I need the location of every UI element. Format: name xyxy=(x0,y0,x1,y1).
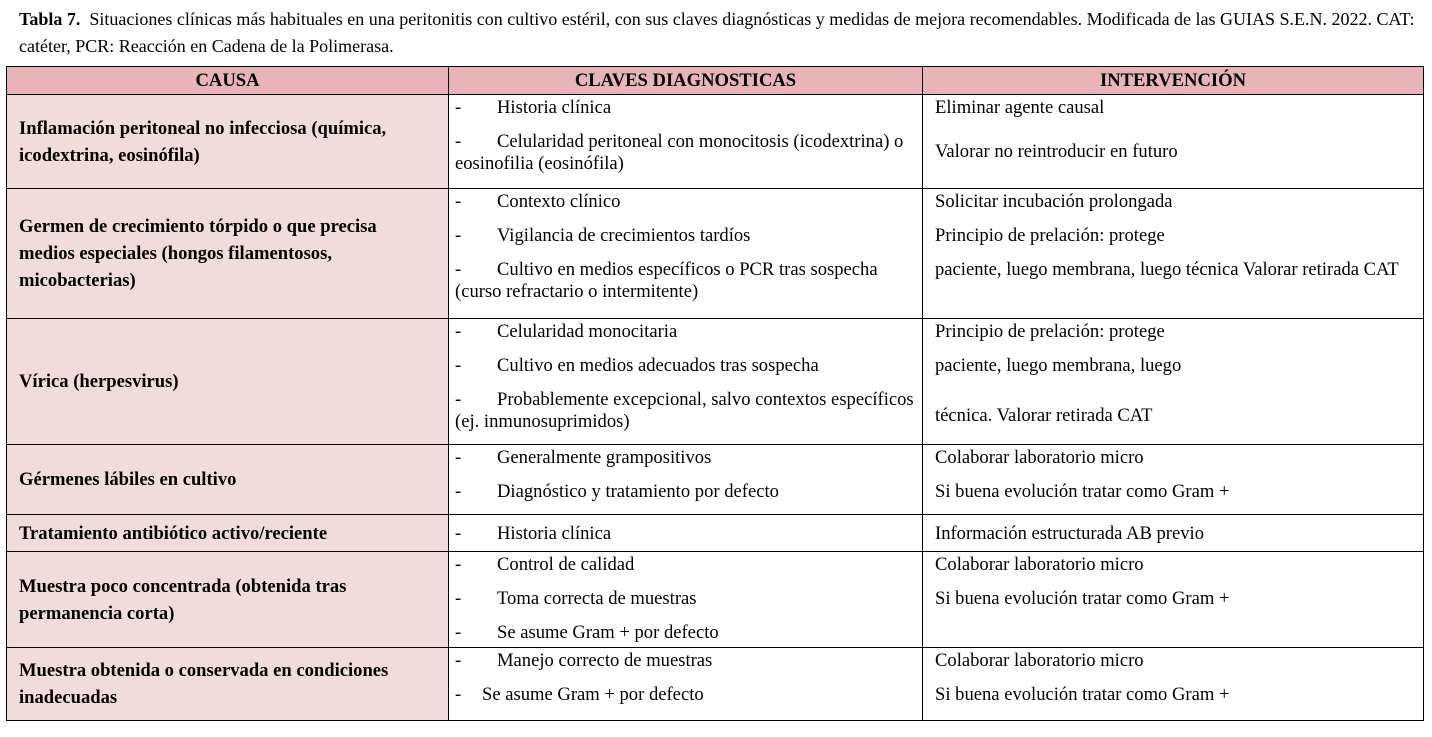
claves-cell xyxy=(449,319,923,445)
claves-cell xyxy=(449,552,923,648)
intervencion-cell xyxy=(923,648,1424,721)
table-row xyxy=(7,445,1424,515)
caption-label: Tabla 7. xyxy=(19,9,81,29)
clave-item: - Probablemente excepcional, salvo contextos específicos (ej. inmunosuprimidos) xyxy=(455,389,914,432)
causa-cell: Vírica (herpesvirus) xyxy=(7,319,449,445)
causa-cell: Tratamiento antibiótico activo/reciente xyxy=(7,515,449,552)
table-row xyxy=(7,95,1424,189)
claves-cell xyxy=(449,648,923,721)
clinical-situations-table xyxy=(6,66,1424,721)
clave-item: - Historia clínica xyxy=(455,97,612,118)
intervencion-cell xyxy=(923,189,1424,319)
clave-item: - Generalmente grampositivos xyxy=(455,447,712,468)
intervencion-item: paciente, luego membrana, luego técnica Valorar retirada CAT xyxy=(935,259,1399,280)
header-claves: CLAVES DIAGNOSTICAS xyxy=(449,67,923,95)
claves-cell xyxy=(449,445,923,515)
clave-item: - Vigilancia de crecimientos tardíos xyxy=(455,225,751,246)
clave-item: - Contexto clínico xyxy=(455,191,621,212)
intervencion-item: Colaborar laboratorio micro xyxy=(935,650,1144,671)
table-row xyxy=(7,515,1424,552)
intervencion-cell xyxy=(923,515,1424,552)
intervencion-item: Principio de prelación: protege xyxy=(935,225,1165,246)
header-intervencion: INTERVENCIÓN xyxy=(923,67,1424,95)
header-causa: CAUSA xyxy=(7,67,449,95)
causa-cell: Muestra poco concentrada (obtenida tras permanencia corta) xyxy=(7,552,449,648)
clave-item: - Celularidad peritoneal con monocitosis (icodextrina) o eosinofilia (eosinófila) xyxy=(455,131,904,174)
claves-cell xyxy=(449,189,923,319)
claves-cell xyxy=(449,95,923,189)
table-header-row xyxy=(7,67,1424,95)
table-row xyxy=(7,648,1424,721)
intervencion-cell xyxy=(923,552,1424,648)
causa-cell: Muestra obtenida o conservada en condiciones inadecuadas xyxy=(7,648,449,721)
table-caption xyxy=(19,6,1419,60)
intervencion-cell xyxy=(923,445,1424,515)
intervencion-item: Valorar no reintroducir en futuro xyxy=(935,141,1178,162)
intervencion-item: Eliminar agente causal xyxy=(935,97,1105,118)
causa-cell: Germen de crecimiento tórpido o que precisa medios especiales (hongos filamentosos, micobacterias) xyxy=(7,189,449,319)
table-row xyxy=(7,319,1424,445)
clave-item: - Cultivo en medios específicos o PCR tras sospecha (curso refractario o intermitente) xyxy=(455,259,878,302)
caption-text: Situaciones clínicas más habituales en una peritonitis con cultivo estéril, con sus claves diagnósticas y medidas de mejora recomendables. Modificada de las GUIAS S.E.N. 2022. CAT: catéter, PCR: Reacción en Cadena de la Polimerasa. xyxy=(19,9,1415,56)
clave-item: - Toma correcta de muestras xyxy=(455,588,697,609)
clave-item: - Historia clínica xyxy=(455,522,612,544)
clave-item: - Control de calidad xyxy=(455,554,635,575)
intervencion-item: Si buena evolución tratar como Gram + xyxy=(935,588,1230,609)
intervencion-cell xyxy=(923,95,1424,189)
intervencion-item: Si buena evolución tratar como Gram + xyxy=(935,481,1230,502)
intervencion-item: Información estructurada AB previo xyxy=(935,522,1205,544)
claves-cell xyxy=(449,515,923,552)
intervencion-item: Colaborar laboratorio micro xyxy=(935,554,1144,575)
clave-item: - Manejo correcto de muestras xyxy=(455,650,713,671)
intervencion-item: Solicitar incubación prolongada xyxy=(935,191,1173,212)
table-row xyxy=(7,552,1424,648)
table-row xyxy=(7,189,1424,319)
causa-cell: Inflamación peritoneal no infecciosa (química, icodextrina, eosinófila) xyxy=(7,95,449,189)
causa-cell: Gérmenes lábiles en cultivo xyxy=(7,445,449,515)
clave-item: - Se asume Gram + por defecto xyxy=(455,622,719,643)
intervencion-item: Colaborar laboratorio micro xyxy=(935,447,1144,468)
clave-item: - Se asume Gram + por defecto xyxy=(455,684,704,705)
clave-item: - Celularidad monocitaria xyxy=(455,321,678,342)
clave-item: - Cultivo en medios adecuados tras sospecha xyxy=(455,355,819,376)
intervencion-item: paciente, luego membrana, luego xyxy=(935,355,1182,376)
intervencion-cell xyxy=(923,319,1424,445)
clave-item: - Diagnóstico y tratamiento por defecto xyxy=(455,481,779,502)
intervencion-item: técnica. Valorar retirada CAT xyxy=(935,405,1153,426)
intervencion-item: Principio de prelación: protege xyxy=(935,321,1165,342)
intervencion-item: Si buena evolución tratar como Gram + xyxy=(935,684,1230,705)
